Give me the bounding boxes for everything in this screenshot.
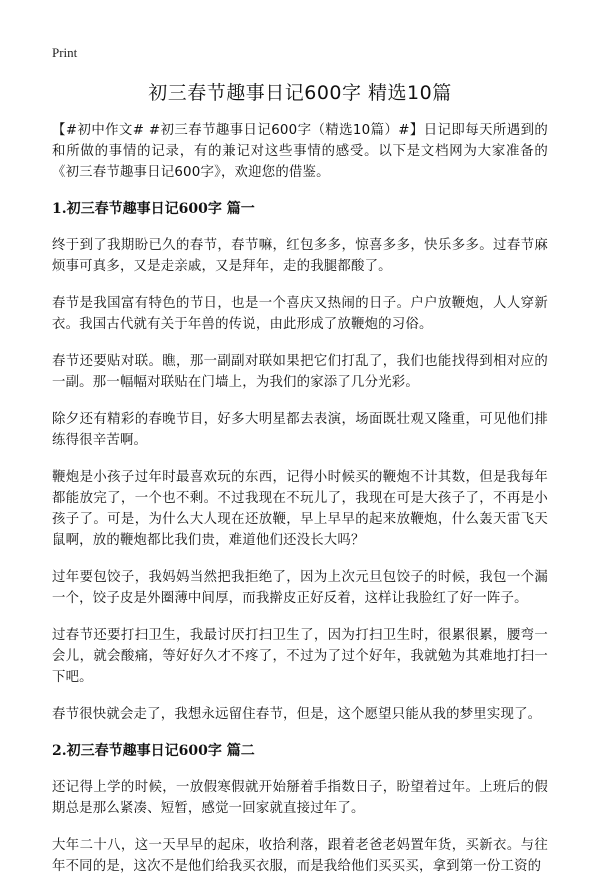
paragraph: 终于到了我期盼已久的春节，春节嘛，红包多多，惊喜多多，快乐多多。过春节麻烦事可真多，又是走亲戚，又是拜年，走的我腿都酸了。 (52, 238, 548, 274)
paragraph: 鞭炮是小孩子过年时最喜欢玩的东西，记得小时候买的鞭炮不计其数，但是我每年都能放完了，一个也不剩。不过我现在不玩儿了，我现在可是大孩子了，不再是小孩子了。可是，为什么大人现在还放鞭，早上早早的起来放鞭炮，什么轰天雷飞天鼠啊，放的鞭炮都比我们贵，难道他们还没长大吗？ (52, 470, 548, 548)
page-title: 初三春节趣事日记600字 精选10篇 (148, 82, 452, 104)
section-heading: 1.初三春节趣事日记600字 篇一 (52, 201, 255, 217)
document-body (52, 120, 548, 893)
paragraph: 春节很快就会走了，我想永远留住春节，但是，这个愿望只能从我的梦里实现了。 (52, 707, 542, 722)
paragraph: 过年要包饺子，我妈妈当然把我拒绝了，因为上次元旦包饺子的时候，我包一个漏一个，饺子皮是外圈薄中间厚，而我擀皮正好反着，这样让我脸红了好一阵子。 (52, 570, 548, 606)
paragraph: 春节还要贴对联。瞧，那一副副对联如果把它们打乱了，我们也能找得到相对应的一副。那一幅幅对联贴在门墙上，为我们的家添了几分光彩。 (52, 354, 548, 390)
paragraph: 过春节还要打扫卫生，我最讨厌打扫卫生了，因为打扫卫生时，很累很累，腰弯一会儿，就会酸痛，等好好久才不疼了，不过为了过个好年，我就勉为其难地打扫一下吧。 (52, 628, 548, 685)
paragraph: 还记得上学的时候，一放假寒假就开始掰着手指数日子，盼望着过年。上班后的假期总是那么紧凑、短暂，感觉一回家就直接过年了。 (52, 780, 548, 816)
print-link[interactable]: Print (52, 45, 78, 60)
section-heading: 2.初三春节趣事日记600字 篇二 (52, 743, 255, 759)
paragraph: 春节是我国富有特色的节日，也是一个喜庆又热闹的日子。户户放鞭炮，人人穿新衣。我国古代就有关于年兽的传说，由此形成了放鞭炮的习俗。 (52, 296, 548, 332)
section-2 (52, 741, 548, 877)
intro-paragraph: 【#初中作文# #初三春节趣事日记600字（精选10篇）#】日记即每天所遇到的和所做的事情的记录，有的兼记对这些事情的感受。以下是文档网为大家准备的《初三春节趣事日记600字》，欢迎您的借鉴。 (52, 123, 548, 180)
paragraph: 大年二十八，这一天早早的起床，收拾利落，跟着老爸老妈置年货，买新衣。与往年不同的是，这次不是他们给我买衣服，而是我给他们买买买，拿到第一份工资的 (52, 838, 548, 874)
paragraph: 除夕还有精彩的春晚节目，好多大明星都去表演，场面既壮观又隆重，可见他们排练得很辛苦啊。 (52, 412, 548, 448)
section-1 (52, 199, 548, 725)
